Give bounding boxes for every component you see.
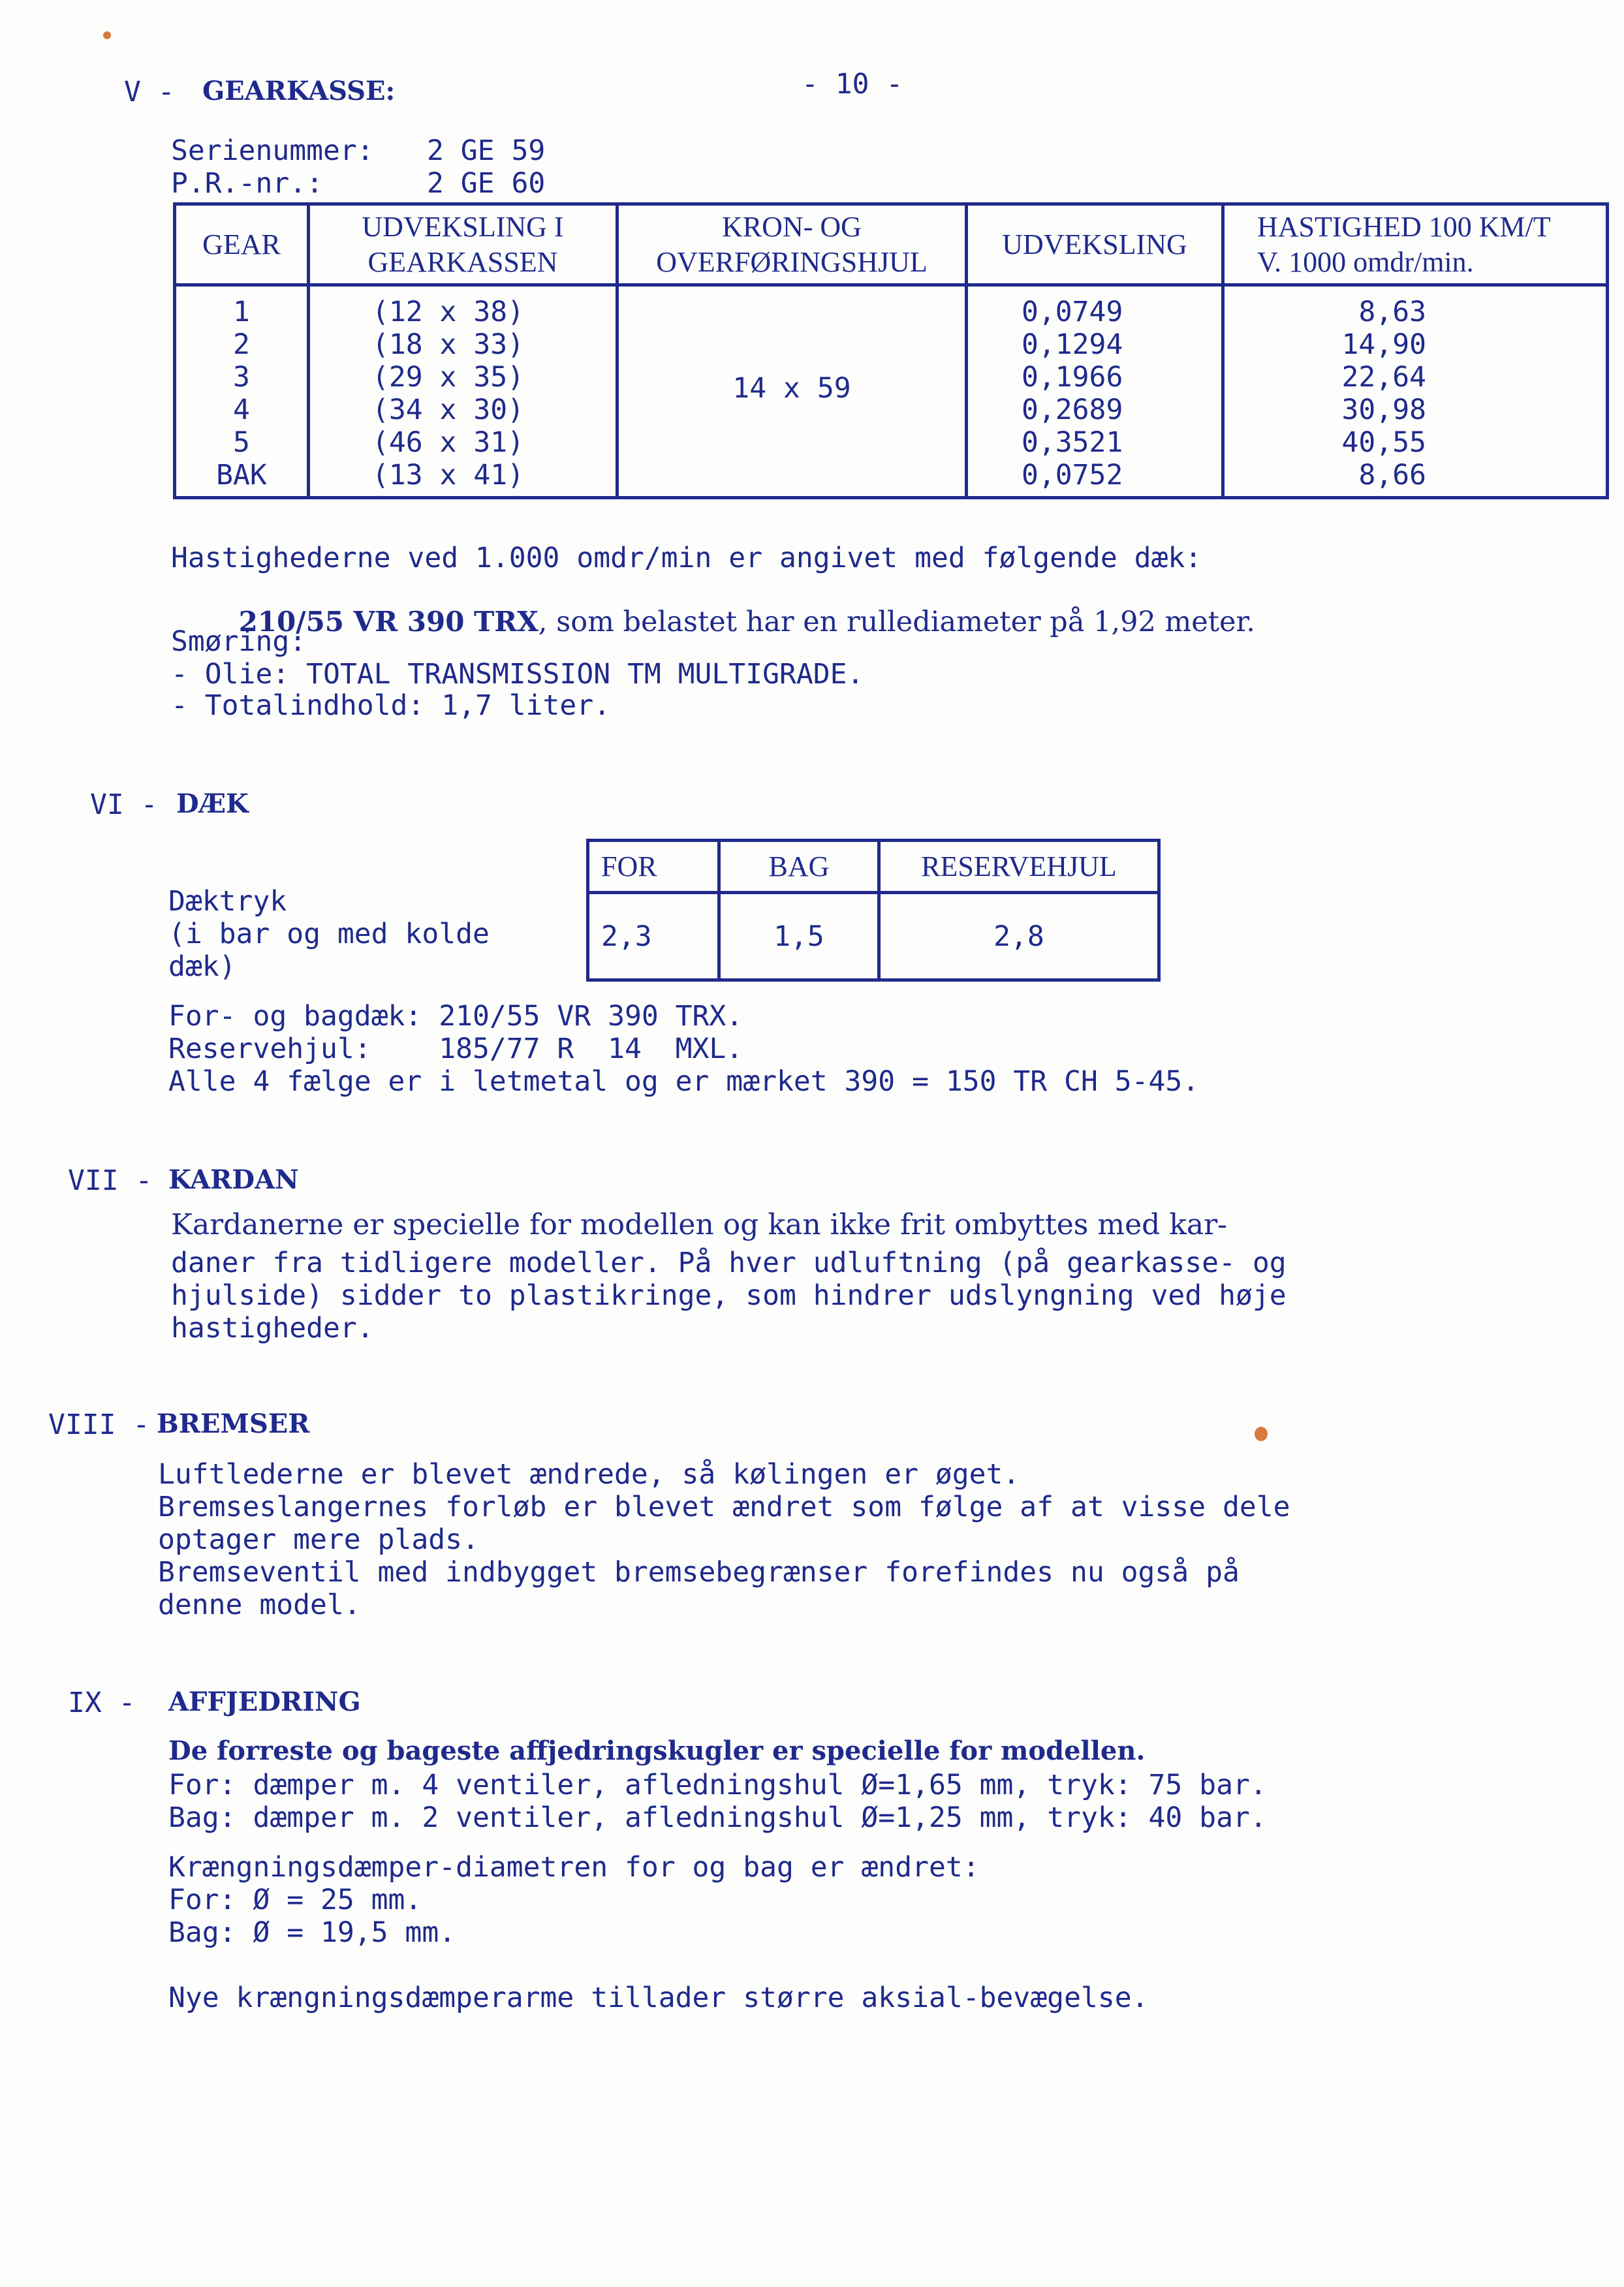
value-for: 2,3 [588,893,719,980]
daektryk-label-2: (i bar og med kolde [168,918,490,950]
header-hastighed: HASTIGHED 100 KM/T V. 1000 omdr/min. [1223,204,1608,285]
table-row [588,893,1159,980]
smoring-totalindhold: - Totalindhold: 1,7 liter. [171,689,611,722]
value-bag: 1,5 [719,893,879,980]
bremser-line-2: Bremseslangernes forløb er blevet ændret som følge af at visse dele [158,1491,1290,1523]
ratio-cell: (18 x 33) [372,328,524,361]
daektryk-label-1: Dæktryk [168,885,287,918]
bremser-line-5: denne model. [158,1589,361,1621]
section-number: VI - [90,788,158,821]
section-title: KARDAN [168,1164,299,1195]
tire-spec: 210/55 VR 390 TRX [238,606,539,638]
hastighed-cell: 8,66 [1358,459,1426,491]
section-number: VIII - [48,1408,150,1441]
tire-pressure-table [586,839,1161,982]
pr-value: 2 GE 60 [427,167,546,200]
gear-column [175,285,309,498]
section-number: IX - [68,1687,136,1719]
udveksling-cell: 0,1966 [1022,361,1123,394]
kardan-line-2: daner fra tidligere modeller. På hver udluftning (på gearkasse- og [171,1247,1287,1279]
speed-note-line-1: Hastighederne ved 1.000 omdr/min er angivet med følgende dæk: [171,542,1202,574]
daektryk-label-3: dæk) [168,950,236,983]
gear-cell: 2 [233,328,250,361]
serie-label: Serienummer: [171,134,374,167]
section-number: VII - [68,1164,153,1197]
affjedring-for-line: For: dæmper m. 4 ventiler, afledningshul Ø=1,65 mm, tryk: 75 bar. [168,1769,1267,1801]
kron-column [617,285,967,498]
gear-cell: 5 [233,426,250,459]
ratio-cell: (46 x 31) [372,426,524,459]
ratio-column [309,285,617,498]
ratio-cell: (29 x 35) [372,361,524,394]
smoring-olie: - Olie: TOTAL TRANSMISSION TM MULTIGRADE. [171,658,864,691]
udveksling-cell: 0,2689 [1022,394,1123,426]
bremser-line-3: optager mere plads. [158,1523,479,1556]
header-gear: GEAR [175,204,309,285]
section-title: DÆK [176,788,249,819]
hastighed-cell: 14,90 [1341,328,1426,361]
pr-label: P.R.-nr.: [171,167,323,200]
kraeng-for: For: Ø = 25 mm. [168,1884,422,1916]
kraeng-title: Krængningsdæmper-diametren for og bag er ændret: [168,1851,980,1884]
header-for: FOR [588,841,719,893]
affjedring-lead: De forreste og bageste affjedringskugler er specielle for modellen. [168,1735,1146,1766]
value-reservehjul: 2,8 [879,893,1159,980]
tire-line-1: For- og bagdæk: 210/55 VR 390 TRX. [168,1000,743,1033]
gear-cell: 3 [233,361,250,394]
header-udveksling: UDVEKSLING [967,204,1223,285]
kardan-line-4: hastigheder. [171,1312,374,1345]
ratio-cell: (34 x 30) [372,394,524,426]
table-header-row [588,841,1159,893]
gear-table [173,202,1609,499]
gear-cell: BAK [216,459,267,491]
section-title: GEARKASSE: [202,76,396,106]
udveksling-cell: 0,3521 [1022,426,1123,459]
kron-value: 14 x 59 [732,371,851,405]
section-title: BREMSER [157,1408,310,1439]
header-udveksling-i: UDVEKSLING I GEARKASSEN [309,204,617,285]
table-body-row [175,285,1608,498]
hastighed-cell: 22,64 [1341,361,1426,394]
print-speck [1255,1427,1268,1441]
udveksling-cell: 0,0752 [1022,459,1123,491]
bremser-line-1: Luftlederne er blevet ændrede, så kølingen er øget. [158,1458,1020,1491]
header-bag: BAG [719,841,879,893]
speed-note-line-2: 210/55 VR 390 TRX, som belastet har en rullediameter på 1,92 meter. [238,606,1255,638]
udveksling-cell: 0,1294 [1022,328,1123,361]
table-header-row [175,204,1608,285]
hastighed-cell: 30,98 [1341,394,1426,426]
affjedring-closing: Nye krængningsdæmperarme tillader større aksial-bevægelse. [168,1982,1149,2014]
bremser-line-4: Bremseventil med indbygget bremsebegrænser forefindes nu også på [158,1556,1240,1589]
section-number: V - [124,76,175,108]
serie-value: 2 GE 59 [427,134,546,167]
udveksling-cell: 0,0749 [1022,296,1123,328]
hastighed-cell: 40,55 [1341,426,1426,459]
page-number: - 10 - [802,68,903,101]
ratio-cell: (13 x 41) [372,459,524,491]
gear-cell: 4 [233,394,250,426]
smoring-title: Smøring: [171,625,307,658]
tire-line-2: Reservehjul: 185/77 R 14 MXL. [168,1033,743,1065]
header-kron: KRON- OG OVERFØRINGSHJUL [617,204,967,285]
tire-line-3: Alle 4 fælge er i letmetal og er mærket 390 = 150 TR CH 5-45. [168,1065,1200,1098]
hastighed-cell: 8,63 [1358,296,1426,328]
print-speck [103,31,111,39]
kraeng-bag: Bag: Ø = 19,5 mm. [168,1916,456,1949]
udveksling-column [967,285,1223,498]
ratio-cell: (12 x 38) [372,296,524,328]
hastighed-column [1223,285,1608,498]
kardan-line-3: hjulside) sidder to plastikringe, som hindrer udslyngning ved høje [171,1279,1287,1312]
header-reservehjul: RESERVEHJUL [879,841,1159,893]
section-title: AFFJEDRING [168,1687,361,1717]
gear-cell: 1 [233,296,250,328]
affjedring-bag-line: Bag: dæmper m. 2 ventiler, afledningshul Ø=1,25 mm, tryk: 40 bar. [168,1801,1267,1834]
kardan-line-1: Kardanerne er specielle for modellen og kan ikke frit ombyttes med kar- [171,1208,1228,1241]
